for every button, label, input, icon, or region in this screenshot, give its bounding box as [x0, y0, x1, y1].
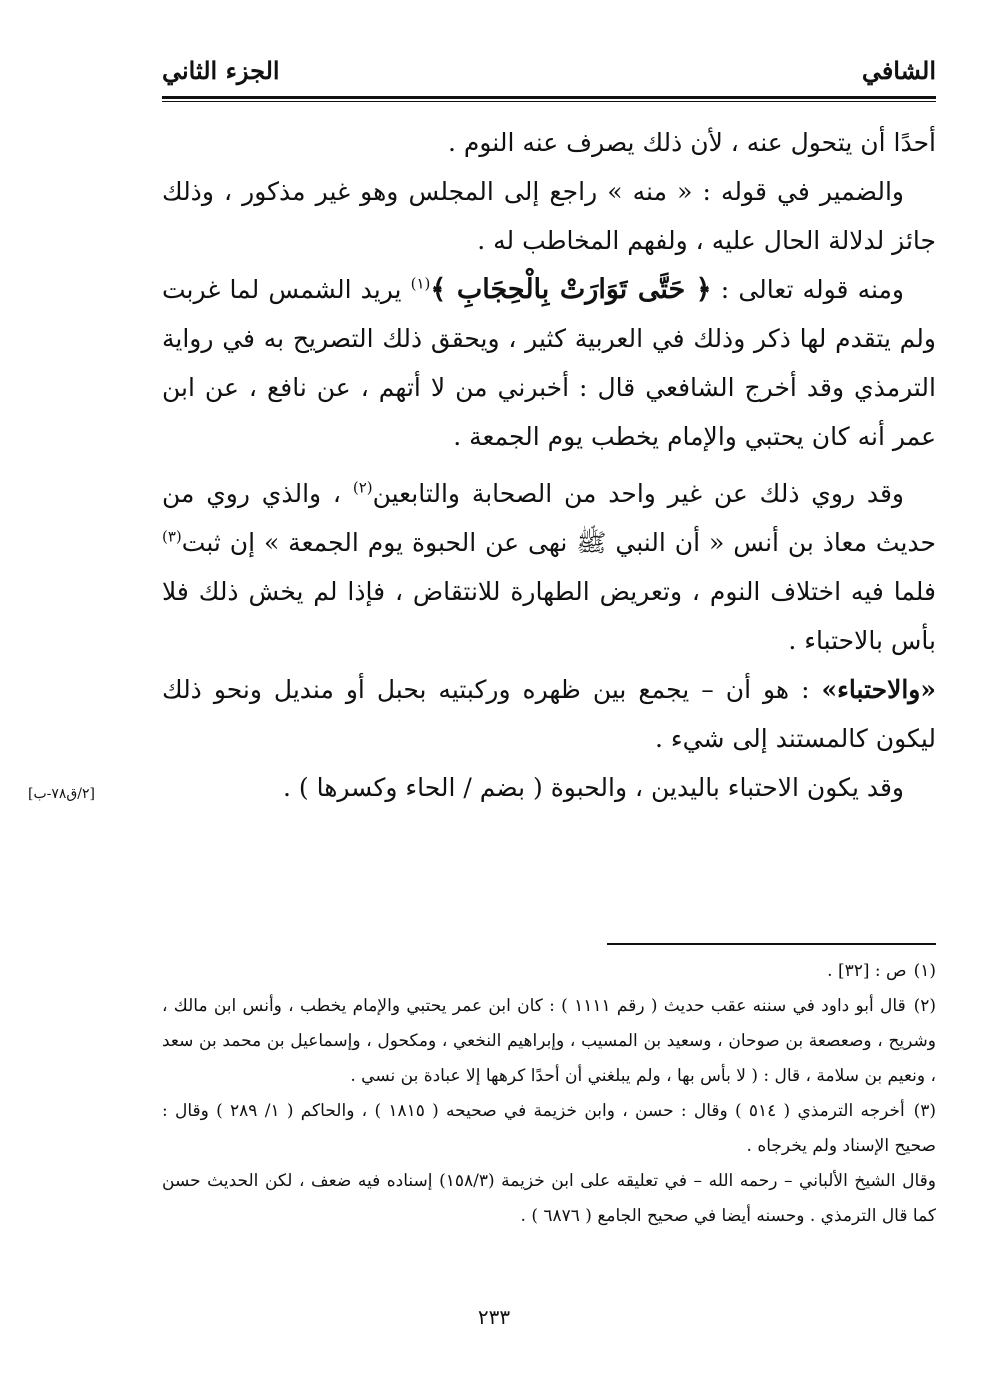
paragraph-4-tail: فلما فيه اختلاف النوم ، وتعريض الطهارة للانتقاض ، فإذا لم يخش ذلك فلا بأس بالاحتباء . [162, 577, 936, 655]
paragraph-5 [162, 665, 936, 763]
main-text [162, 118, 936, 812]
footnote-3-number: (٣) [913, 1101, 936, 1121]
footnote-2-text: قال أبو داود في سننه عقب حديث ( رقم ١١١١ ) : كان ابن عمر يحتبي والإمام يخطب ، وأنس ابن مالك ، وشريح ، وصعصعة بن صوحان ، وسعيد بن المسيب ، وإبراهيم النخعي ، ومكحول ، وإسماعيل بن محمد بن سعد ، ونعيم بن سلامة ، قال : ( لا بأس بها ، ولم يبلغني أن أحدًا كرهها إلا عبادة بن نسي . [162, 996, 936, 1086]
footnote-ref-2[interactable]: (٢) [352, 478, 373, 497]
footnote-1-number: (١) [913, 961, 936, 981]
manuscript-folio-note: [٢/ق٧٨-ب] [28, 786, 96, 802]
header-rule [162, 96, 936, 99]
paragraph-4-lead: وقد روي ذلك عن غير واحد من الصحابة والتابعين [372, 479, 904, 508]
paragraph-3 [162, 265, 936, 461]
paragraph-4-mid: ، والذي روي من حديث معاذ بن أنس « أن النبي ﷺ نهى عن الحبوة يوم الجمعة » إن ثبت [162, 479, 936, 557]
footnote-3-text: أخرجه الترمذي ( ٥١٤ ) وقال : حسن ، وابن خزيمة في صحيحه ( ١٨١٥ ) ، والحاكم ( ١/ ٢٨٩ ) وقال : صحيح الإسناد ولم يخرجاه . [162, 1101, 936, 1156]
book-title: الشافي [861, 56, 936, 85]
paragraph-1: أحدًا أن يتحول عنه ، لأن ذلك يصرف عنه النوم . [448, 128, 936, 157]
footnote-1-text: ص : [٣٢] . [827, 961, 907, 981]
footnote-2 [162, 989, 936, 1094]
footnote-separator [607, 943, 936, 945]
paragraph-2: والضمير في قوله : « منه » راجع إلى المجلس وهو غير مذكور ، وذلك جائز لدلالة الحال عليه ، ولفهم المخاطب له . [162, 177, 936, 255]
paragraph-6: وقد يكون الاحتباء باليدين ، والحبوة ( بضم / الحاء وكسرها ) . [282, 773, 904, 802]
volume-label: الجزء الثاني [162, 56, 280, 85]
quran-verse: ﴿ حَتَّى تَوَارَتْ بِالْحِجَابِ ﴾ [430, 274, 712, 305]
footnote-ref-1[interactable]: (١) [410, 274, 431, 293]
footnotes [162, 954, 936, 1234]
paragraph-3-body: يريد الشمس لما غربت ولم يتقدم لها ذكر وذلك في العربية كثير ، ويحقق ذلك التصريح به في رواية الترمذي وقد أخرج الشافعي قال : أخبرني من لا أتهم ، عن نافع ، عن ابن عمر أنه كان يحتبي والإمام يخطب يوم الجمعة . [162, 275, 936, 451]
header-rule-thin [162, 101, 936, 102]
page-number: ٢٣٣ [477, 1305, 511, 1329]
running-header [162, 50, 936, 96]
footnote-2-number: (٢) [913, 996, 937, 1016]
paragraph-3-lead: ومنه قوله تعالى : [720, 275, 904, 304]
paragraph-4 [162, 469, 936, 665]
footnote-3-continuation: وقال الشيخ الألباني – رحمه الله – في تعليقه على ابن خزيمة (١٥٨/٣) إسناده فيه ضعف ، لكن الحديث حسن كما قال الترمذي . وحسنه أيضا في صحيح الجامع ( ٦٨٧٦ ) . [162, 1171, 936, 1226]
defined-term: «والاحتباء» [821, 675, 936, 704]
footnote-ref-3[interactable]: (٣) [162, 527, 182, 546]
footnote-1 [162, 954, 936, 989]
footnote-3 [162, 1094, 936, 1164]
definition-text: : هو أن – يجمع بين ظهره وركبتيه بحبل أو منديل ونحو ذلك ليكون كالمستند إلى شيء . [162, 675, 936, 753]
